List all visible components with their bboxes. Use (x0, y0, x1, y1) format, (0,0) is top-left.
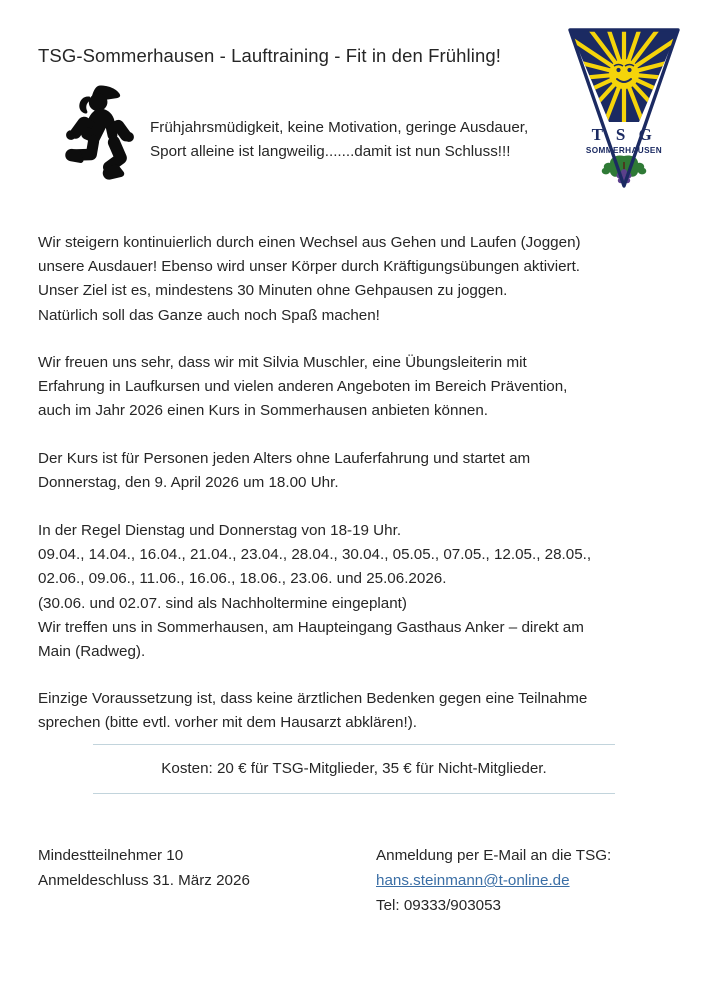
registration-deadline: Anmeldeschluss 31. März 2026 (38, 872, 250, 889)
paragraph-course-start (38, 447, 678, 495)
cost-callout (93, 744, 615, 794)
paragraph-line: sprechen (bitte evtl. vorher mit dem Hausarzt abklären!). (38, 714, 417, 732)
paragraph-line: Main (Radweg). (38, 643, 146, 661)
intro-line-2: Sport alleine ist langweilig.......damit ist nun Schluss!!! (150, 143, 511, 160)
cost-text: Kosten: 20 € für TSG-Mitglieder, 35 € für Nicht-Mitglieder. (161, 760, 547, 777)
paragraph-line: 09.04., 14.04., 16.04., 21.04., 23.04., 28.04., 30.04., 05.05., 07.05., 12.05., 28.05., (38, 546, 592, 564)
running-person-icon (44, 78, 156, 190)
phone-number: Tel: 09333/903053 (376, 897, 501, 914)
paragraph-line: Der Kurs ist für Personen jeden Alters ohne Lauferfahrung und startet am (38, 450, 531, 467)
intro-tagline (150, 116, 570, 164)
sun-face-icon (609, 59, 639, 89)
paragraph-line: In der Regel Dienstag und Donnerstag von 18-19 Uhr. (38, 522, 402, 539)
paragraph-line: Unser Ziel ist es, mindestens 30 Minuten ohne Gehpausen zu joggen. (38, 282, 508, 300)
paragraph-line: Wir steigern kontinuierlich durch einen Wechsel aus Gehen und Laufen (Joggen) (38, 234, 581, 251)
intro-line-1: Frühjahrsmüdigkeit, keine Motivation, geringe Ausdauer, (150, 119, 529, 136)
registration-heading: Anmeldung per E-Mail an die TSG: (376, 847, 612, 864)
paragraph-line: (30.06. und 02.07. sind als Nachholtermine eingeplant) (38, 594, 407, 612)
paragraph-health-requirement (38, 687, 678, 735)
paragraph-line: Einzige Voraussetzung ist, dass keine ärztlichen Bedenken gegen eine Teilnahme (38, 690, 588, 707)
email-link[interactable]: hans.steinmann@t-online.de (376, 872, 570, 889)
paragraph-schedule (38, 519, 678, 664)
paragraph-trainer (38, 351, 678, 424)
paragraph-line: auch im Jahr 2026 einen Kurs in Sommerhausen anbieten können. (38, 402, 489, 420)
divider-bottom (93, 793, 615, 794)
footer-contact-info (376, 843, 611, 918)
paragraph-goals (38, 231, 678, 328)
paragraph-line: 02.06., 09.06., 11.06., 16.06., 18.06., 23.06. und 25.06.2026. (38, 570, 447, 588)
footer-participation-info (38, 843, 250, 893)
minimum-participants: Mindestteilnehmer 10 (38, 847, 184, 864)
paragraph-line: Donnerstag, den 9. April 2026 um 18.00 Uhr. (38, 474, 339, 492)
paragraph-line: Erfahrung in Laufkursen und vielen anderen Angeboten im Bereich Prävention, (38, 378, 568, 396)
tsg-sommerhausen-pennant-logo (560, 22, 688, 194)
paragraph-line: Wir freuen uns sehr, dass wir mit Silvia Muschler, eine Übungsleiterin mit (38, 354, 527, 371)
logo-town: SOMMERHAUSEN (585, 146, 663, 155)
page-title: TSG-Sommerhausen - Lauftraining - Fit in den Frühling! (38, 45, 501, 66)
logo-initials: T S G (591, 125, 657, 144)
paragraph-line: Natürlich soll das Ganze auch noch Spaß machen! (38, 306, 380, 324)
paragraph-line: Wir treffen uns in Sommerhausen, am Haupteingang Gasthaus Anker – direkt am (38, 618, 584, 636)
paragraph-line: unsere Ausdauer! Ebenso wird unser Körper durch Kräftigungsübungen aktiviert. (38, 258, 581, 276)
